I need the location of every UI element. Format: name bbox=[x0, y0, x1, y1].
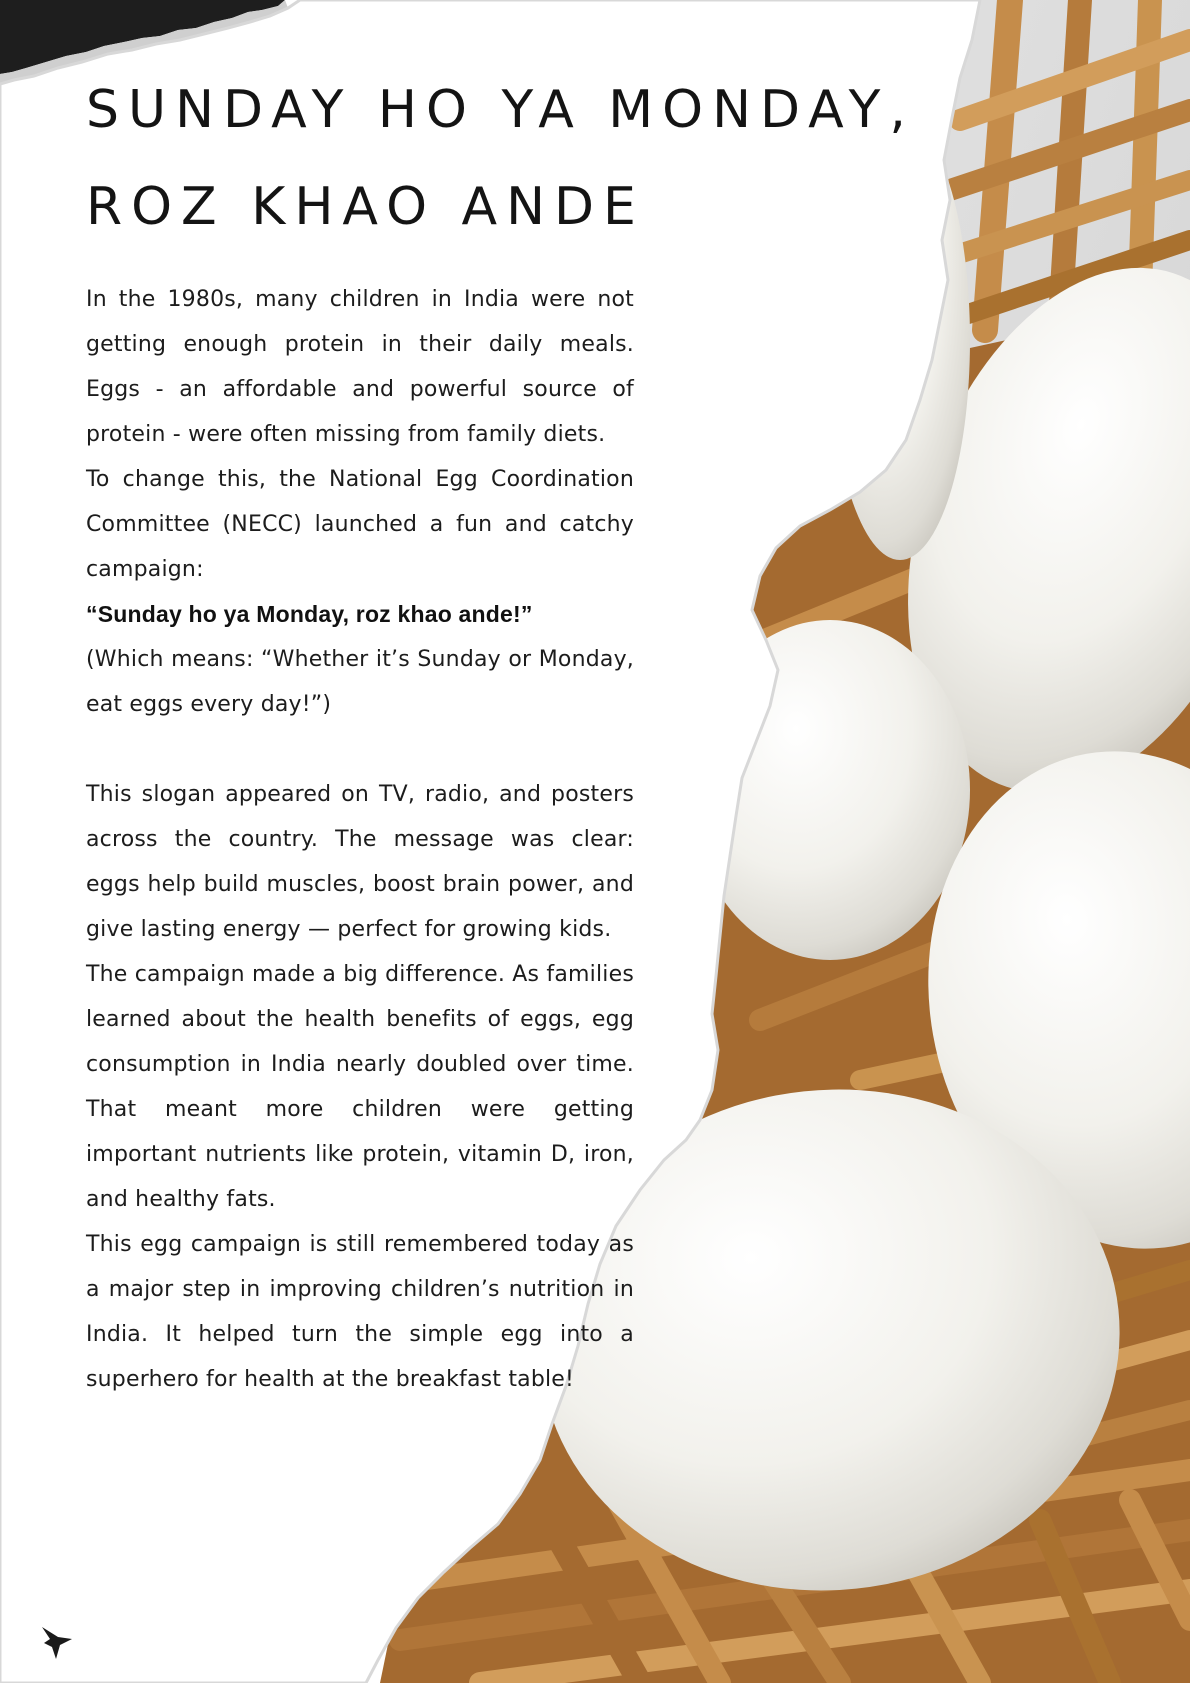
slogan: “Sunday ho ya Monday, roz khao ande!” bbox=[86, 601, 533, 627]
article-body bbox=[86, 277, 634, 1402]
bird-logo-icon bbox=[40, 1625, 74, 1661]
paragraph-campaign: To change this, the National Egg Coordination Committee (NECC) launched a fun and catchy campaign: bbox=[86, 467, 634, 582]
page-title bbox=[86, 62, 986, 256]
paragraph-intro: In the 1980s, many children in India were not getting enough protein in their daily meals. Eggs - an affordable and powerful source of protein - were often missing from family diets. bbox=[86, 287, 634, 447]
paragraph-translation: (Which means: “Whether it’s Sunday or Monday, eat eggs every day!”) bbox=[86, 647, 634, 717]
paragraph-media: This slogan appeared on TV, radio, and posters across the country. The message was clear: eggs help build muscles, boost brain power, and give lasting energy — perfect for growing kids. bbox=[86, 782, 634, 942]
title-line-1: SUNDAY HO YA MONDAY, bbox=[86, 80, 915, 140]
title-line-2: ROZ KHAO ANDE bbox=[86, 177, 645, 237]
paragraph-legacy: This egg campaign is still remembered today as a major step in improving children’s nutrition in India. It helped turn the simple egg into a superhero for health at the breakfast table! bbox=[86, 1232, 634, 1392]
paragraph-spacer bbox=[86, 727, 634, 772]
paragraph-impact: The campaign made a big difference. As families learned about the health benefits of eggs, egg consumption in India nearly doubled over time. That meant more children were getting important nutrients like protein, vitamin D, iron, and healthy fats. bbox=[86, 962, 634, 1212]
